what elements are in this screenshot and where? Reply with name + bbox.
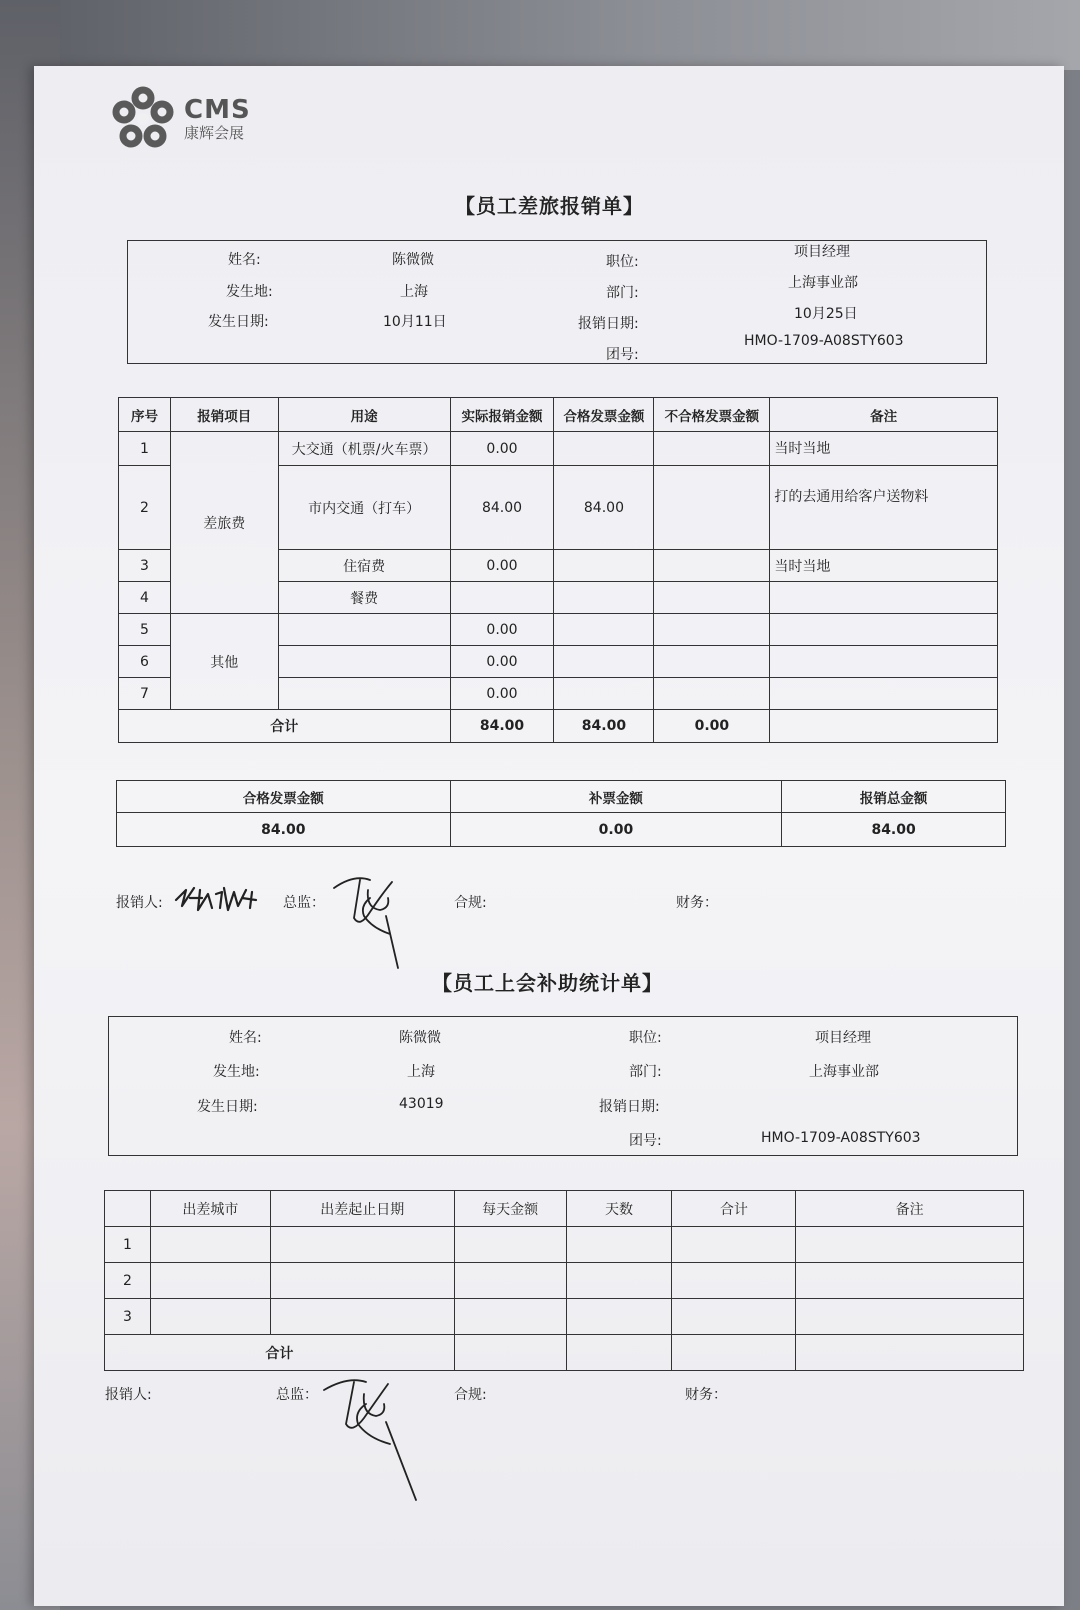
col-header: 报销项目 <box>170 398 278 432</box>
applicant-label: 报销人: <box>105 1387 152 1403</box>
table-header-row <box>105 1191 1024 1227</box>
reimb-date-value: 10月25日 <box>794 306 858 322</box>
category-other: 其他 <box>170 614 278 710</box>
col-header: 天数 <box>566 1191 672 1227</box>
col-header: 用途 <box>278 398 450 432</box>
row-note <box>770 582 998 614</box>
row-valid: 84.00 <box>554 466 654 550</box>
finance-label: 财务： <box>685 1387 727 1403</box>
col-header: 合计 <box>672 1191 796 1227</box>
row-number: 1 <box>119 432 171 466</box>
summary-header-row <box>117 781 1006 813</box>
table-row <box>105 1263 1024 1299</box>
form2-info-box <box>108 1016 1018 1156</box>
director-label: 总监： <box>283 895 325 911</box>
row-number: 2 <box>105 1263 151 1299</box>
row-use: 住宿费 <box>278 550 450 582</box>
reimb-date-label: 报销日期: <box>599 1099 660 1115</box>
row-actual: 0.00 <box>450 614 554 646</box>
row-invalid <box>654 678 770 710</box>
form1-info-box <box>127 240 987 364</box>
table-row <box>119 614 998 646</box>
total-label: 合计 <box>119 710 451 743</box>
compliance-label: 合规: <box>454 1387 487 1403</box>
name-value: 陈微微 <box>399 1030 441 1046</box>
place-label: 发生地: <box>226 284 273 300</box>
row-use <box>278 614 450 646</box>
group-value: HMO-1709-A08STY603 <box>744 333 904 349</box>
summary-header: 补票金额 <box>450 781 782 813</box>
position-label: 职位: <box>606 254 639 270</box>
row-valid <box>554 678 654 710</box>
category-travel: 差旅费 <box>170 432 278 614</box>
director-label: 总监： <box>276 1387 318 1403</box>
col-header: 序号 <box>119 398 171 432</box>
col-header: 出差城市 <box>150 1191 270 1227</box>
total-note <box>770 710 998 743</box>
group-value: HMO-1709-A08STY603 <box>761 1130 921 1146</box>
finance-label: 财务： <box>676 895 718 911</box>
summary-value-row <box>117 813 1006 847</box>
row-invalid <box>654 582 770 614</box>
summary-value: 84.00 <box>782 813 1006 847</box>
row-actual: 0.00 <box>450 432 554 466</box>
table-total-row <box>105 1335 1024 1371</box>
row-number: 1 <box>105 1227 151 1263</box>
row-actual: 0.00 <box>450 646 554 678</box>
brand-subname: 康辉会展 <box>184 124 245 142</box>
dept-value: 上海事业部 <box>788 275 858 291</box>
row-number: 3 <box>119 550 171 582</box>
row-actual <box>450 582 554 614</box>
row-note: 当时当地 <box>770 432 998 466</box>
col-header: 备注 <box>796 1191 1024 1227</box>
form1-summary-table <box>116 780 1006 847</box>
col-header: 合格发票金额 <box>554 398 654 432</box>
director-signature <box>330 868 410 968</box>
table-header-row <box>119 398 998 432</box>
row-valid <box>554 646 654 678</box>
compliance-label: 合规: <box>454 895 487 911</box>
row-number: 6 <box>119 646 171 678</box>
total-valid: 84.00 <box>554 710 654 743</box>
form1-expense-table <box>118 397 998 743</box>
applicant-label: 报销人: <box>116 895 163 911</box>
row-number: 7 <box>119 678 171 710</box>
group-label: 团号: <box>629 1133 662 1149</box>
row-use: 市内交通（打车） <box>278 466 450 550</box>
col-header <box>105 1191 151 1227</box>
row-valid <box>554 550 654 582</box>
group-label: 团号: <box>606 347 639 363</box>
applicant-signature <box>172 880 272 920</box>
col-header: 每天金额 <box>454 1191 566 1227</box>
row-valid <box>554 582 654 614</box>
table-row <box>105 1299 1024 1335</box>
row-invalid <box>654 432 770 466</box>
brand-logo <box>110 86 251 152</box>
form2-subsidy-table <box>104 1190 1024 1371</box>
place-value: 上海 <box>400 284 428 300</box>
form1-title: 【员工差旅报销单】 <box>455 194 644 218</box>
row-number: 3 <box>105 1299 151 1335</box>
row-actual: 84.00 <box>450 466 554 550</box>
director-signature <box>320 1372 430 1502</box>
place-value: 上海 <box>407 1064 435 1080</box>
row-invalid <box>654 614 770 646</box>
date-value: 10月11日 <box>383 314 447 330</box>
row-invalid <box>654 646 770 678</box>
position-value: 项目经理 <box>815 1030 871 1046</box>
name-value: 陈微微 <box>392 252 434 268</box>
col-header: 出差起止日期 <box>270 1191 454 1227</box>
table-row <box>105 1227 1024 1263</box>
form2-title: 【员工上会补助统计单】 <box>432 971 663 995</box>
row-use <box>278 678 450 710</box>
summary-value: 0.00 <box>450 813 782 847</box>
date-label: 发生日期: <box>208 314 269 330</box>
col-header: 备注 <box>770 398 998 432</box>
row-invalid <box>654 550 770 582</box>
row-note <box>770 614 998 646</box>
background-top <box>0 0 1080 70</box>
row-note: 打的去通用给客户送物料 <box>770 466 998 550</box>
position-label: 职位: <box>629 1030 662 1046</box>
row-actual: 0.00 <box>450 550 554 582</box>
row-use: 餐费 <box>278 582 450 614</box>
row-note: 当时当地 <box>770 550 998 582</box>
flower-logo-icon <box>110 86 176 152</box>
summary-header: 合格发票金额 <box>117 781 451 813</box>
name-label: 姓名: <box>228 252 261 268</box>
row-note <box>770 646 998 678</box>
row-note <box>770 678 998 710</box>
date-label: 发生日期: <box>197 1099 258 1115</box>
table-total-row <box>119 710 998 743</box>
total-actual: 84.00 <box>450 710 554 743</box>
summary-header: 报销总金额 <box>782 781 1006 813</box>
dept-value: 上海事业部 <box>809 1064 879 1080</box>
reimb-date-label: 报销日期: <box>578 316 639 332</box>
date-value: 43019 <box>399 1096 444 1112</box>
row-number: 5 <box>119 614 171 646</box>
brand-name: CMS <box>184 95 251 125</box>
row-use <box>278 646 450 678</box>
row-actual: 0.00 <box>450 678 554 710</box>
col-header: 不合格发票金额 <box>654 398 770 432</box>
dept-label: 部门: <box>606 285 639 301</box>
row-valid <box>554 432 654 466</box>
row-valid <box>554 614 654 646</box>
table-row <box>119 432 998 466</box>
row-invalid <box>654 466 770 550</box>
row-use: 大交通（机票/火车票） <box>278 432 450 466</box>
summary-value: 84.00 <box>117 813 451 847</box>
name-label: 姓名: <box>229 1030 262 1046</box>
row-number: 2 <box>119 466 171 550</box>
place-label: 发生地: <box>213 1064 260 1080</box>
total-invalid: 0.00 <box>654 710 770 743</box>
total-label: 合计 <box>105 1335 455 1371</box>
position-value: 项目经理 <box>794 244 850 260</box>
col-header: 实际报销金额 <box>450 398 554 432</box>
row-number: 4 <box>119 582 171 614</box>
dept-label: 部门: <box>629 1064 662 1080</box>
